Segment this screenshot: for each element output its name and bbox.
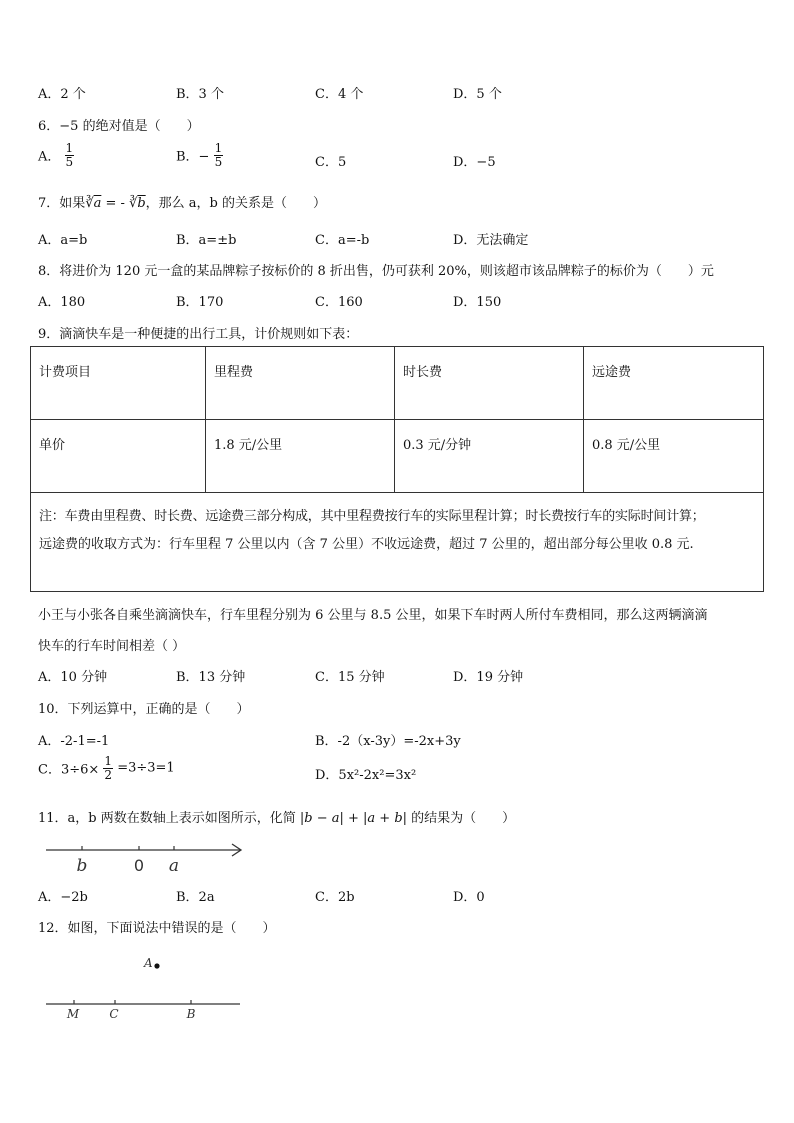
q11-option-b: B．2a [176,890,215,905]
q11-stem [38,807,515,826]
q12-label-c: C [109,1007,119,1021]
q9-stem: 9．滴滴快车是一种便捷的出行工具，计价规则如下表： [38,327,359,342]
fee-header-longdistance: 远途费 [584,347,764,420]
fee-cell-longdistance: 0.8 元/公里 [584,420,764,493]
q11-stem-suffix: 的结果为（ ） [411,811,516,826]
q11-option-d: D．0 [453,890,485,905]
q10-c-numerator: 1 [104,754,113,768]
q7-var-b: $\overline{b}$ [137,196,146,211]
q8-option-a: A．180 [38,295,86,310]
q10-option-d: D．5x²-2x²=3x² [315,768,417,783]
q6-option-a-label: A． [38,149,61,165]
fee-header-mileage: 里程费 [206,347,395,420]
fee-table-header-row [31,347,764,420]
q12-point-a [154,963,159,968]
fee-note [31,493,764,592]
q7-stem-suffix: ，那么 a，b 的关系是（ ） [145,196,326,211]
q10-option-b: B．-2（x-3y）=-2x+3y [315,734,461,749]
q11-number-line [44,838,246,878]
q6-option-a [38,142,74,168]
fee-header-duration: 时长费 [395,347,584,420]
q6-a-numerator: 1 [65,141,74,155]
fee-table-note-row [31,493,764,592]
q6-option-b-fraction [214,142,224,168]
q8-option-c: C．160 [315,295,363,310]
q6-option-b-label: B．− [176,149,210,165]
q7-option-b: B．a=±b [176,233,237,248]
q11-option-a: A．−2b [38,890,88,905]
q7-var-a: $\overline{a}$ [93,196,102,211]
q7-option-d: D．无法确定 [453,233,529,248]
q10-c-fraction [103,755,113,781]
q7-option-c: C．a=-b [315,233,370,248]
fee-table-price-row [31,420,764,493]
q8-option-b: B．170 [176,295,224,310]
fee-note-line-2: 远途费的收取方式为：行车里程 7 公里以内（含 7 公里）不收远途费，超过 7 公里的，超出部分每公里收 0.8 元. [39,537,694,552]
q6-option-c: C．5 [315,155,347,170]
fee-cell-mileage: 1.8 元/公里 [206,420,395,493]
q7-equals: = - [101,196,130,211]
q7-option-a: A．a=b [38,233,88,248]
q6-stem: 6．−5 的绝对值是（ ） [38,119,200,134]
q5-option-b: B．3 个 [176,87,224,102]
q5-option-a: A．2 个 [38,87,86,102]
q10-option-a: A．-2-1=-1 [38,734,110,749]
q12-figure [44,950,244,1026]
q12-stem: 12．如图，下面说法中错误的是（ ） [38,921,276,936]
q11-expression: |b − a| + |a + b| [299,811,408,826]
q5-option-c: C．4 个 [315,87,364,102]
fee-note-line-1: 注：车费由里程费、时长费、远途费三部分构成，其中里程费按行车的实际里程计算；时长费按行车的实际时间计算； [39,509,705,524]
q9-option-b: B．13 分钟 [176,670,246,685]
q7-cbrt-a-symbol: ∛ [85,196,94,211]
q6-option-d: D．−5 [453,155,496,170]
q6-a-denominator: 5 [65,154,74,169]
q7-stem [38,192,326,211]
q8-stem: 8．将进价为 120 元一盒的某品牌粽子按标价的 8 折出售，仍可获利 20%，则该超市该品牌粽子的标价为（ ）元 [38,264,714,279]
fee-cell-duration: 0.3 元/分钟 [395,420,584,493]
q9-option-c: C．15 分钟 [315,670,385,685]
q12-point-a-label: A [144,956,153,970]
q10-stem: 10．下列运算中，正确的是（ ） [38,702,250,717]
q6-option-a-fraction [65,142,75,168]
q8-option-d: D．150 [453,295,502,310]
fee-cell-unitprice: 单价 [31,420,206,493]
q11-axis-label-0: 0 [133,856,145,875]
q6-b-denominator: 5 [214,154,223,169]
fee-table [30,346,764,592]
q9-body-line-1: 小王与小张各自乘坐滴滴快车，行车里程分别为 6 公里与 8.5 公里，如果下车时两人所付车费相同，那么这两辆滴滴 [38,608,708,623]
q11-axis-label-a: a [168,856,180,876]
q12-label-m: M [66,1007,80,1021]
q7-stem-prefix: 7．如果 [38,196,86,211]
q10-c-denominator: 2 [104,767,113,782]
q12-label-b: B [186,1007,196,1021]
q11-option-c: C．2b [315,890,355,905]
q6-option-b [176,142,223,168]
q11-axis-label-b: b [76,856,88,876]
q7-cbrt-b-symbol: ∛ [129,196,138,211]
q6-b-numerator: 1 [214,141,223,155]
q9-option-d: D．19 分钟 [453,670,524,685]
q9-option-a: A．10 分钟 [38,670,108,685]
q10-c-prefix: C．3÷6× [38,762,100,778]
q10-option-c [38,755,175,781]
q11-stem-prefix: 11．a，b 两数在数轴上表示如图所示，化简 [38,811,296,826]
q5-option-d: D．5 个 [453,87,502,102]
q10-c-suffix: =3÷3=1 [117,760,175,776]
q9-body-line-2: 快车的行车时间相差（ ） [38,639,186,654]
fee-header-item: 计费项目 [31,347,206,420]
